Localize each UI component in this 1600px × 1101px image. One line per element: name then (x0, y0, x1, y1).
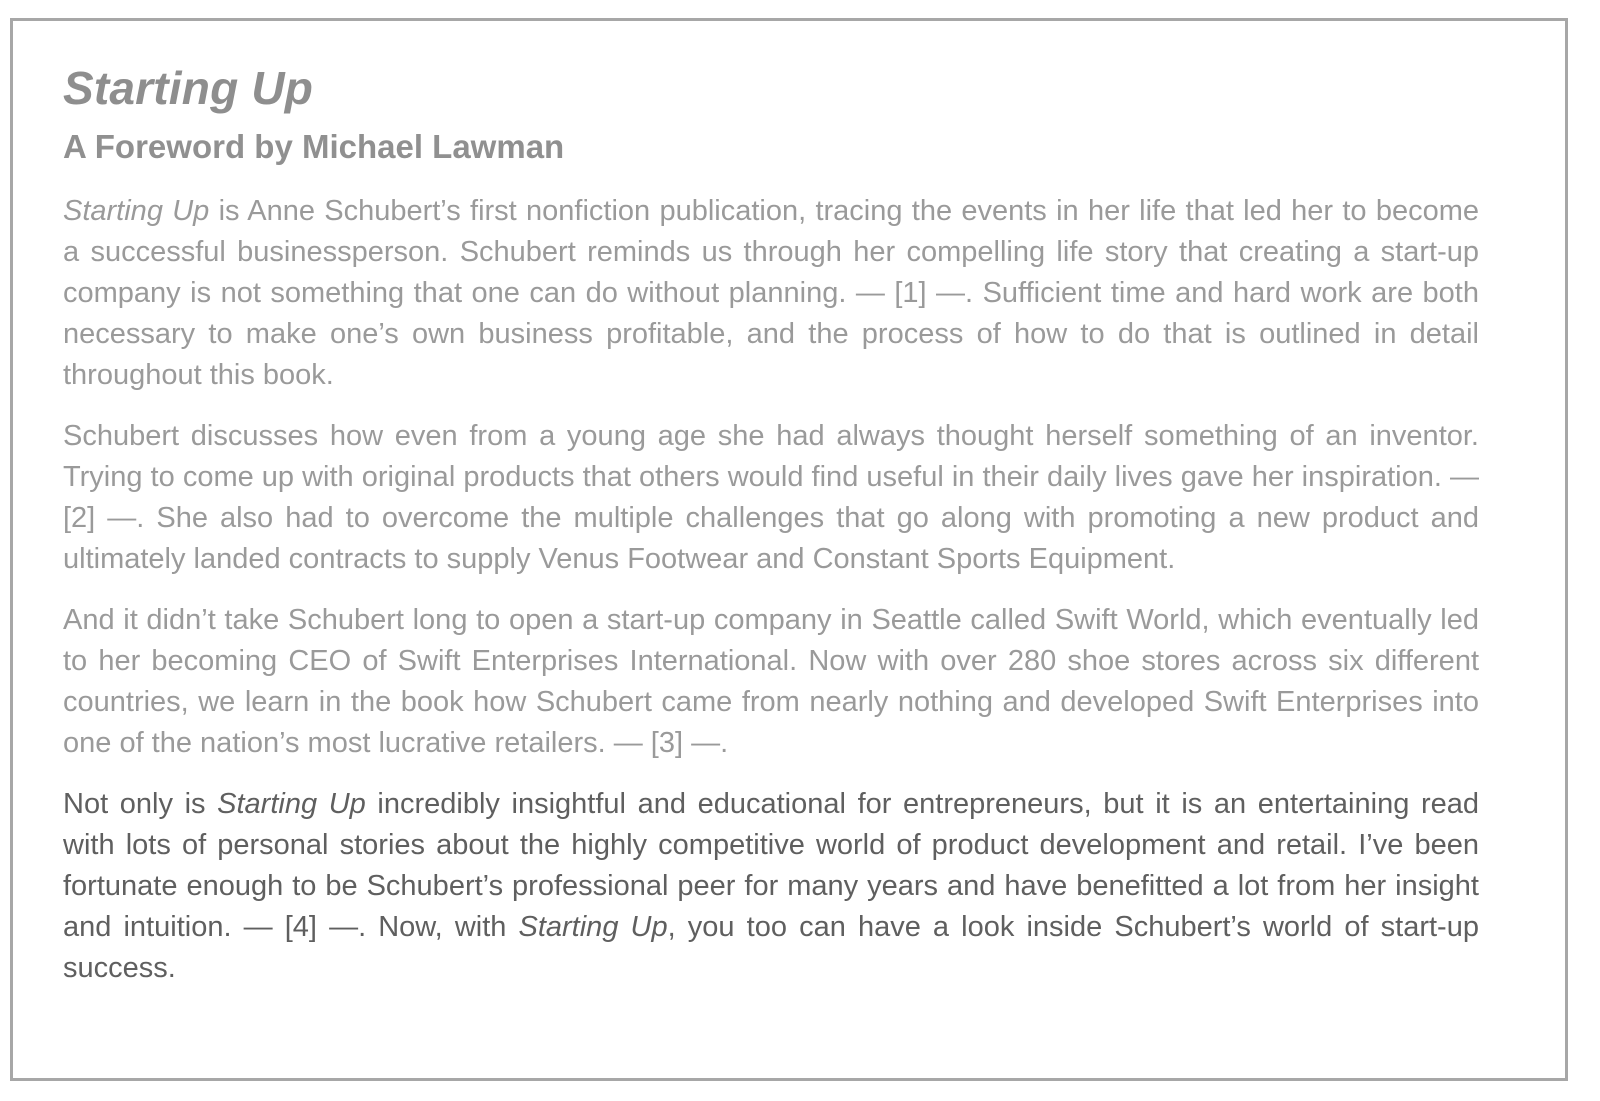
paragraph-4-text-b: incredibly insightful and educational for entrepreneurs, but it is an entertaining read with lots of personal stories about the highly competitive world of product development and retail. I’ve been fortunate enough to be Schubert’s professional peer for many years and have benefitted a lot from her insight and intuition. — [4] —. Now, with (63, 788, 1479, 943)
paragraph-1 (63, 191, 1479, 396)
paragraph-4-text-c: , you too can have a look inside Schubert’s world of start-up success. (63, 911, 1479, 984)
book-title-inline: Starting Up (63, 195, 210, 227)
book-title-inline: Starting Up (518, 911, 668, 943)
document-subtitle: A Foreword by Michael Lawman (63, 128, 565, 165)
paragraph-2: Schubert discusses how even from a young age she had always thought herself something of an inventor. Trying to come up with original products that others would find useful in their daily lives gave her inspiration. — [2] —. She also had to overcome the multiple challenges that go along with promoting a new product and ultimately landed contracts to supply Venus Footwear and Constant Sports Equipment. (63, 420, 1479, 575)
document-title: Starting Up (63, 62, 314, 114)
paragraph-3: And it didn’t take Schubert long to open a start-up company in Seattle called Swift World, which eventually led to her becoming CEO of Swift Enterprises International. Now with over 280 shoe stores across six different countries, we learn in the book how Schubert came from nearly nothing and developed Swift Enterprises into one of the nation’s most lucrative retailers. — [3] —. (63, 604, 1479, 759)
paragraph-1-text: is Anne Schubert’s first nonfiction publication, tracing the events in her life that led her to become a successful businessperson. Schubert reminds us through her compelling life story that creating a start-up company is not something that one can do without planning. — [1] —. Sufficient time and hard work are both necessary to make one’s own business profitable, and the process of how to do that is outlined in detail throughout this book. (63, 195, 1479, 391)
paragraph-4 (63, 784, 1479, 989)
foreword-content (63, 61, 1479, 989)
book-title-inline: Starting Up (217, 788, 366, 820)
paragraph-4-text-a: Not only is (63, 788, 218, 820)
foreword-box (10, 18, 1568, 1081)
